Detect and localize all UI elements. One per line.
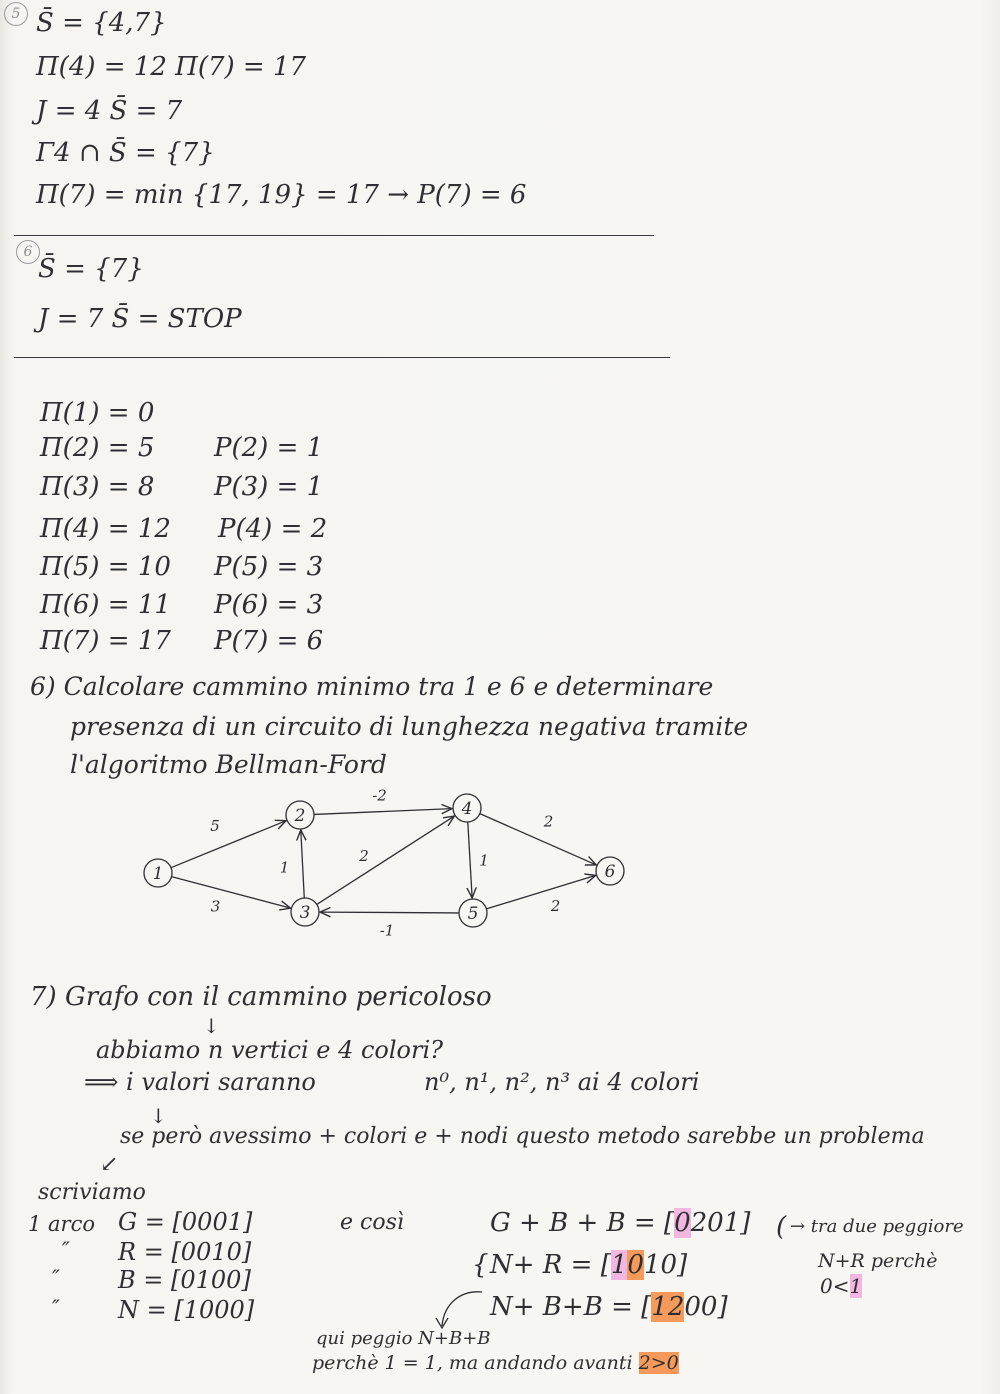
ex7-write: scriviamo: [38, 1180, 146, 1205]
worse-line: N+R perchè: [818, 1250, 938, 1272]
worst-line-1: qui peggio N+B+B: [316, 1328, 491, 1349]
p-3: P(3) = 1: [214, 472, 324, 502]
step-6-marker: 6: [16, 240, 40, 264]
edge-weight-3-4: 2: [359, 847, 369, 865]
code-4-value: N = [1000]: [118, 1296, 255, 1324]
worse-cmp-left: 0: [820, 1274, 833, 1298]
ex6-line-3: l'algoritmo Bellman-Ford: [70, 750, 387, 779]
code-1-value: G = [0001]: [118, 1208, 253, 1236]
worse-cmp-right: 1: [849, 1274, 863, 1298]
brace-mark: (: [776, 1212, 787, 1242]
sum3-digit-2: 2: [667, 1292, 685, 1322]
ex7-arrow-down-3: ↙: [100, 1152, 119, 1177]
edge-weight-5-6: 2: [550, 897, 561, 915]
ex7-arrow-down-1: ↓: [203, 1014, 220, 1038]
worst-line-2: [312, 1352, 679, 1374]
sum3-digit-1: 1: [651, 1292, 668, 1322]
edge-2-4: [314, 809, 452, 815]
edge-4-6: [480, 814, 596, 865]
edge-3-2: [301, 830, 305, 898]
node-label-2: 2: [294, 806, 306, 826]
code-3-value: B = [0100]: [118, 1266, 251, 1294]
edge-5-3: [320, 912, 459, 913]
p-2: P(2) = 1: [214, 433, 324, 463]
ex7-powers: n⁰, n¹, n², n³ ai 4 colori: [424, 1068, 700, 1096]
node-label-5: 5: [467, 904, 479, 924]
code-4-prefix: ″: [52, 1296, 60, 1320]
pi-4: Π(4) = 12: [40, 514, 171, 544]
pi-6: Π(6) = 11: [40, 590, 171, 620]
ex7-arrow-down-2: ↓: [150, 1104, 167, 1128]
pi-5: Π(5) = 10: [40, 552, 171, 582]
step6-line-1: S̄ = {7}: [38, 254, 144, 284]
code-1-prefix: 1 arco: [28, 1212, 95, 1236]
sum1-digit-1: 0: [674, 1208, 691, 1238]
edge-1-2: [171, 821, 286, 868]
sum3-left: N+ B+B = [: [490, 1292, 652, 1322]
worse-cmp-op: <: [832, 1274, 850, 1298]
edge-weight-3-2: 1: [279, 858, 290, 877]
sum3-expression: [490, 1292, 728, 1322]
node-label-4: 4: [461, 799, 473, 819]
sum1-digit-3: 0: [707, 1208, 724, 1238]
edge-5-6: [486, 875, 595, 909]
step6-line-2: J = 7 S̄ = STOP: [38, 304, 242, 334]
code-2-value: R = [0010]: [118, 1238, 252, 1266]
p-4: P(4) = 2: [218, 514, 328, 544]
pi-2: Π(2) = 5: [40, 433, 155, 463]
code-2-prefix: ″: [62, 1238, 70, 1262]
code-3-prefix: ″: [52, 1266, 60, 1290]
brace-note: → tra due peggiore: [790, 1216, 964, 1237]
edge-weight-2-4: -2: [372, 786, 387, 805]
edge-weight-1-3: 3: [210, 897, 221, 916]
step-5-marker: 5: [4, 2, 28, 26]
pi-7: Π(7) = 17: [40, 626, 171, 656]
step5-line-1: S̄ = {4,7}: [36, 8, 167, 38]
edge-weight-5-3: -1: [379, 921, 395, 940]
sum1-right: ]: [740, 1208, 751, 1238]
sum2-digit-2: 0: [627, 1250, 644, 1280]
ex7-implies: ⟹ i valori saranno: [84, 1068, 316, 1096]
edge-3-4: [317, 816, 455, 904]
sum1-digit-2: 2: [690, 1208, 708, 1238]
sum2-right: ]: [677, 1250, 688, 1280]
worst-line-2-text: perchè 1 = 1, ma andando avanti: [312, 1352, 633, 1374]
edge-weight-4-6: 2: [543, 812, 554, 831]
ex7-and-so: e così: [340, 1210, 404, 1235]
sum3-digit-3: 0: [684, 1292, 701, 1322]
ex6-line-1: 6) Calcolare cammino minimo tra 1 e 6 e determinare: [30, 672, 714, 701]
ex7-title: 7) Grafo con il cammino pericoloso: [30, 982, 492, 1012]
node-label-3: 3: [299, 903, 311, 923]
sum2-digit-3: 1: [643, 1250, 661, 1280]
step5-line-4: Γ4 ∩ S̄ = {7}: [36, 138, 215, 168]
ex7-however: se però avessimo + colori e + nodi questo metodo sarebbe un problema: [120, 1124, 925, 1149]
sum2-left: N+ R = [: [490, 1250, 611, 1280]
sum2-digit-1: 1: [610, 1250, 628, 1280]
sum1-expression: [490, 1208, 750, 1238]
p-6: P(6) = 3: [214, 590, 324, 620]
p-5: P(5) = 3: [214, 552, 324, 582]
worse-compare: [820, 1274, 862, 1298]
edge-weight-1-2: 5: [210, 817, 220, 835]
sum2-brace: {: [472, 1250, 489, 1280]
edge-weight-4-5: 1: [479, 851, 489, 870]
pi-1: Π(1) = 0: [40, 398, 155, 428]
node-label-1: 1: [152, 864, 164, 884]
sum2-digit-4: 0: [660, 1250, 678, 1280]
sum1-left: G + B + B = [: [490, 1208, 675, 1238]
sum1-digit-4: 1: [723, 1208, 741, 1238]
sum3-digit-4: 0: [700, 1292, 718, 1322]
sum3-right: ]: [717, 1292, 728, 1322]
ex7-question: abbiamo n vertici e 4 colori?: [96, 1036, 444, 1064]
p-7: P(7) = 6: [214, 626, 324, 656]
step5-line-2: Π(4) = 12 Π(7) = 17: [36, 52, 307, 82]
pi-3: Π(3) = 8: [40, 472, 155, 502]
step5-line-3: J = 4 S̄ = 7: [36, 96, 183, 126]
sum2-expression: [490, 1250, 687, 1280]
step5-line-5: Π(7) = min {17, 19} = 17 → P(7) = 6: [36, 180, 527, 210]
worst-line-2-highlight: 2>0: [638, 1352, 679, 1374]
node-label-6: 6: [604, 862, 616, 882]
edge-4-5: [468, 822, 472, 898]
ex6-line-2: presenza di un circuito di lunghezza negativa tramite: [70, 712, 749, 741]
edge-1-3: [172, 877, 291, 909]
